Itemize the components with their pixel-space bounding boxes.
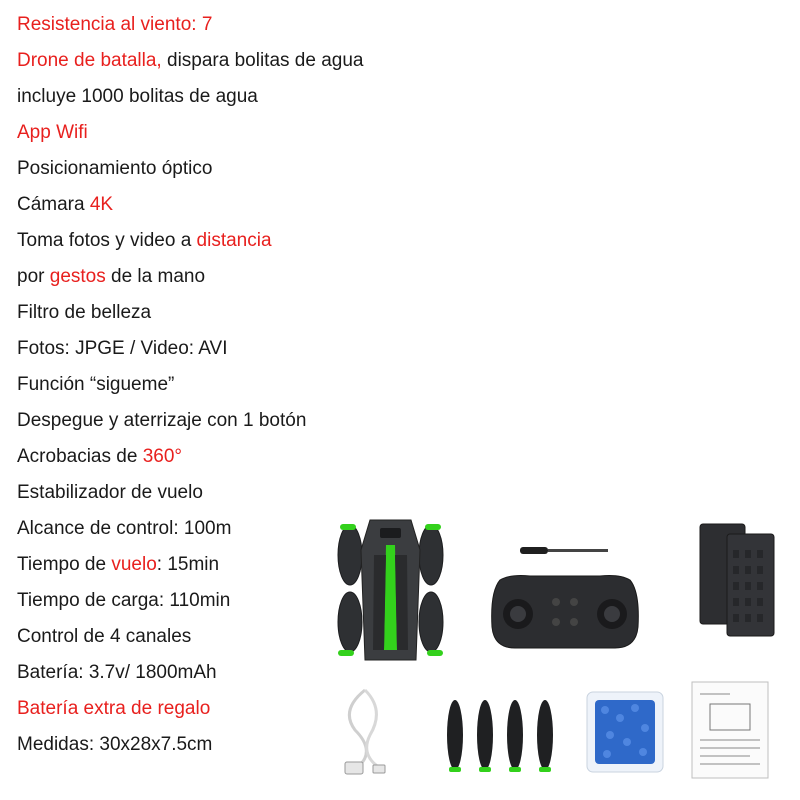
spec-text: Despegue y aterrizaje con 1 botón bbox=[17, 410, 307, 431]
spec-highlight: Batería extra de regalo bbox=[17, 698, 211, 719]
manual-image bbox=[690, 680, 770, 780]
spec-highlight: Resistencia al viento: 7 bbox=[17, 14, 213, 35]
spec-line bbox=[17, 403, 487, 439]
spec-text: incluye 1000 bolitas de agua bbox=[17, 86, 258, 107]
remote-controller-image bbox=[490, 572, 640, 652]
spec-text: Acrobacias de bbox=[17, 446, 143, 467]
spec-text: Fotos: JPGE / Video: AVI bbox=[17, 338, 228, 359]
spec-line bbox=[17, 583, 487, 619]
spec-line bbox=[17, 187, 487, 223]
spec-highlight: gestos bbox=[49, 266, 106, 287]
spec-text: Función “sigueme” bbox=[17, 374, 175, 395]
spec-line bbox=[17, 367, 487, 403]
spec-text: Tiempo de carga: 110min bbox=[17, 590, 231, 611]
spec-line bbox=[17, 331, 487, 367]
spec-text: Posicionamiento óptico bbox=[17, 158, 213, 179]
spec-line bbox=[17, 79, 487, 115]
spec-line bbox=[17, 691, 487, 727]
spec-text: Medidas: 30x28x7.5cm bbox=[17, 734, 213, 755]
spec-text: Cámara bbox=[17, 194, 90, 215]
spec-line bbox=[17, 547, 487, 583]
spec-highlight: App Wifi bbox=[17, 122, 88, 143]
spec-text: por bbox=[17, 266, 50, 287]
spec-text: Filtro de belleza bbox=[17, 302, 152, 323]
spec-line bbox=[17, 475, 487, 511]
spec-text: Toma fotos y video a bbox=[17, 230, 197, 251]
spec-line bbox=[17, 151, 487, 187]
spec-text: de la mano bbox=[105, 266, 206, 287]
spec-highlight: 4K bbox=[89, 194, 114, 215]
spec-line bbox=[17, 115, 487, 151]
spec-line bbox=[17, 223, 487, 259]
spec-line bbox=[17, 295, 487, 331]
spec-line bbox=[17, 727, 487, 763]
screwdriver-image bbox=[520, 543, 610, 557]
spec-text: : 15min bbox=[156, 554, 220, 575]
spec-text: Estabilizador de vuelo bbox=[17, 482, 203, 503]
spec-line bbox=[17, 43, 487, 79]
spec-line bbox=[17, 259, 487, 295]
spec-line bbox=[17, 439, 487, 475]
spec-highlight: distancia bbox=[196, 230, 272, 251]
spec-list bbox=[17, 7, 487, 763]
spec-text: Control de 4 canales bbox=[17, 626, 192, 647]
spec-text: dispara bolitas de agua bbox=[161, 50, 364, 71]
spec-text: Alcance de control: 100m bbox=[17, 518, 232, 539]
spec-text: Batería: 3.7v/ 1800mAh bbox=[17, 662, 217, 683]
spec-highlight: Drone de batalla, bbox=[17, 50, 162, 71]
water-beads-image bbox=[585, 690, 665, 775]
spec-line bbox=[17, 655, 487, 691]
spec-line bbox=[17, 619, 487, 655]
spec-highlight: 360° bbox=[142, 446, 182, 467]
spec-line bbox=[17, 7, 487, 43]
battery-image bbox=[695, 520, 780, 640]
spec-highlight: vuelo bbox=[111, 554, 157, 575]
spec-line bbox=[17, 511, 487, 547]
spec-text: Tiempo de bbox=[17, 554, 112, 575]
